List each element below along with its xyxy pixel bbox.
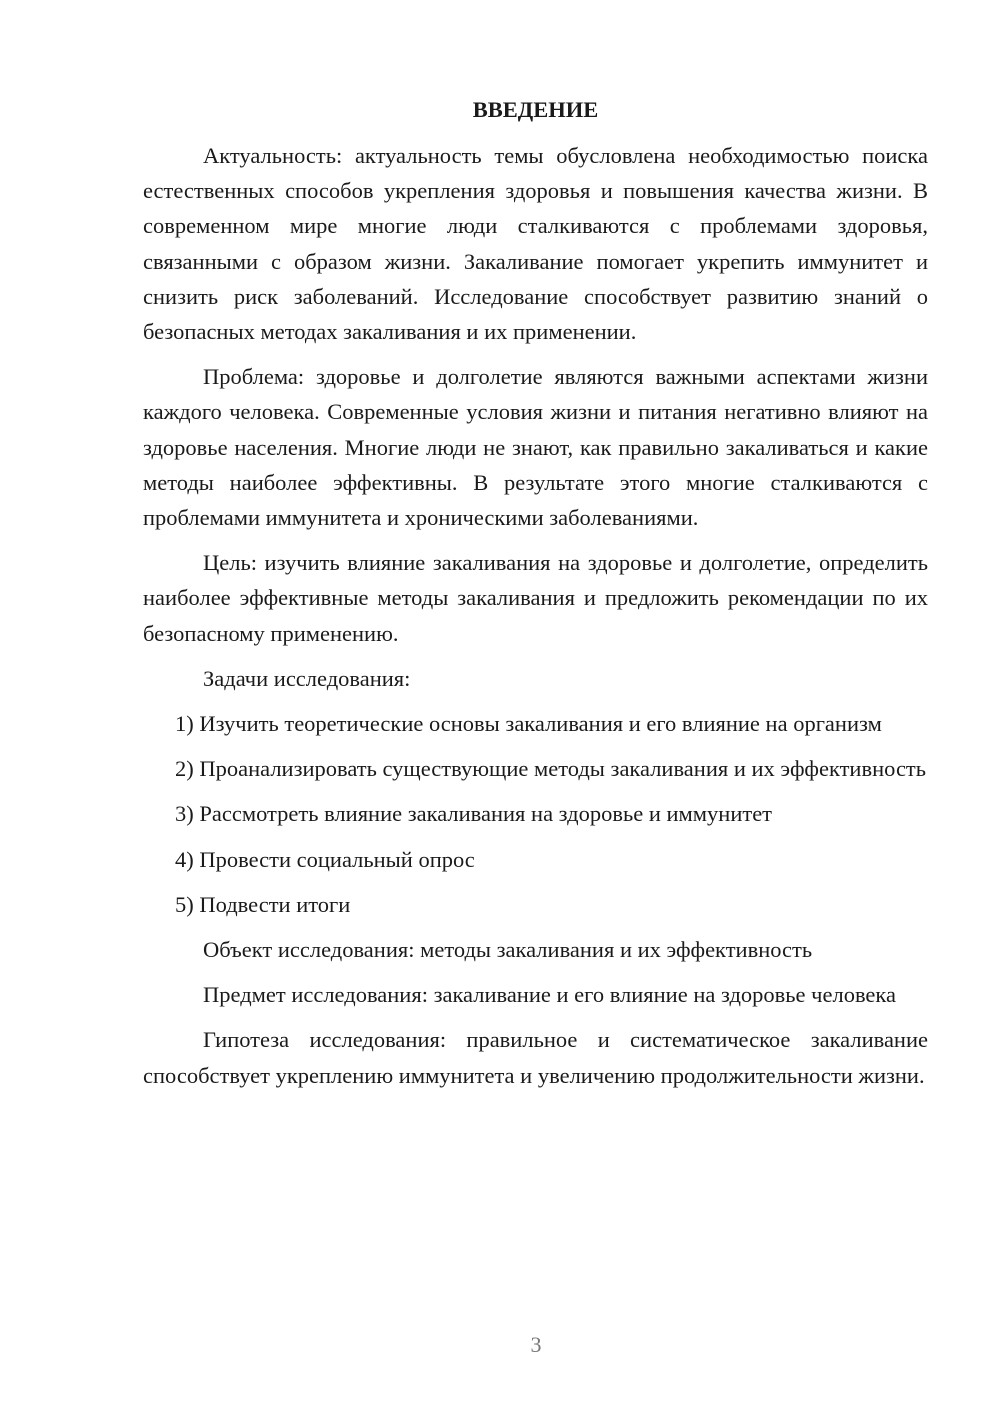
- section-heading: ВВЕДЕНИЕ: [472, 97, 599, 122]
- page-content: [143, 92, 928, 1103]
- task-item-4: 4) Провести социальный опрос: [175, 846, 475, 872]
- object-paragraph: Объект исследования: методы закаливания и их эффективность: [203, 937, 813, 963]
- hypothesis-paragraph: Гипотеза исследования: правильное и систематическое закаливание способствует укреплению иммунитета и увеличению продолжительности жизни.: [143, 1027, 928, 1088]
- task-item-5: 5) Подвести итоги: [175, 891, 351, 917]
- tasks-intro: Задачи исследования:: [203, 665, 411, 691]
- goal-paragraph: Цель: изучить влияние закаливания на здоровье и долголетие, определить наиболее эффективные методы закаливания и предложить рекомендации по их безопасному применению.: [143, 550, 928, 646]
- relevance-paragraph: Актуальность: актуальность темы обусловлена необходимостью поиска естественных способов укрепления здоровья и повышения качества жизни. В современном мире многие люди сталкиваются с проблемами здоровья, связанными с образом жизни. Закаливание помогает укрепить иммунитет и снизить риск заболеваний. Исследование способствует развитию знаний о безопасных методах закаливания и их применении.: [143, 143, 928, 345]
- problem-paragraph: Проблема: здоровье и долголетие являются важными аспектами жизни каждого человека. Современные условия жизни и питания негативно влияют на здоровье населения. Многие люди не знают, как правильно закаливаться и какие методы наиболее эффективны. В результате этого многие сталкиваются с проблемами иммунитета и хроническими заболеваниями.: [143, 364, 928, 531]
- page-number: 3: [530, 1332, 542, 1357]
- subject-paragraph: Предмет исследования: закаливание и его влияние на здоровье человека: [203, 982, 896, 1008]
- task-item-1: 1) Изучить теоретические основы закаливания и его влияние на организм: [175, 711, 882, 737]
- task-item-3: 3) Рассмотреть влияние закаливания на здоровье и иммунитет: [175, 801, 773, 827]
- task-item-2: 2) Проанализировать существующие методы закаливания и их эффективность: [175, 756, 927, 782]
